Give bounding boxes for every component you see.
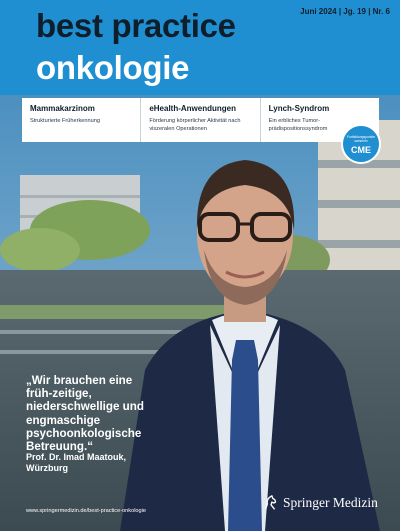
cme-badge-caption: Fortbildungspunkte sammeln <box>346 135 376 143</box>
teaser-title: Lynch-Syndrom <box>268 104 330 113</box>
teaser-subtitle: Ein erbliches Tumor-prädispositionssyndrom <box>268 118 328 132</box>
teaser-title: Mammakarzinom <box>30 104 95 113</box>
website-url: www.springermedizin.de/best-practice-onkologie <box>26 508 147 514</box>
springer-horse-icon <box>262 494 280 512</box>
teaser-subtitle: Förderung körperlicher Aktivität nach viszeralen Operationen <box>149 118 241 132</box>
quote-author <box>26 452 166 474</box>
masthead <box>0 0 400 95</box>
quote-author-name: Prof. Dr. Imad Maatouk, <box>26 452 127 462</box>
teaser-ehealth <box>140 98 259 142</box>
quote-author-place: Würzburg <box>26 463 68 473</box>
teaser-mammakarzinom <box>22 98 140 142</box>
teaser-subtitle: Strukturierte Früherkennung <box>30 118 100 124</box>
springer-medizin-logo <box>262 494 378 512</box>
cme-badge <box>341 124 381 164</box>
journal-title-line1: best practice <box>36 7 236 44</box>
teaser-strip <box>22 98 379 142</box>
issue-info: Juni 2024 | Jg. 19 | Nr. 6 <box>300 7 390 16</box>
cme-badge-label: CME <box>351 145 371 155</box>
cover-quote: „Wir brauchen eine früh-zeitige, niederschwellige und engmaschige psychoonkologische Betreuung.“ <box>26 374 144 454</box>
logo-text: Springer Medizin <box>283 495 378 510</box>
teaser-title: eHealth-Anwendungen <box>149 104 236 113</box>
journal-title-line2: onkologie <box>36 49 190 86</box>
